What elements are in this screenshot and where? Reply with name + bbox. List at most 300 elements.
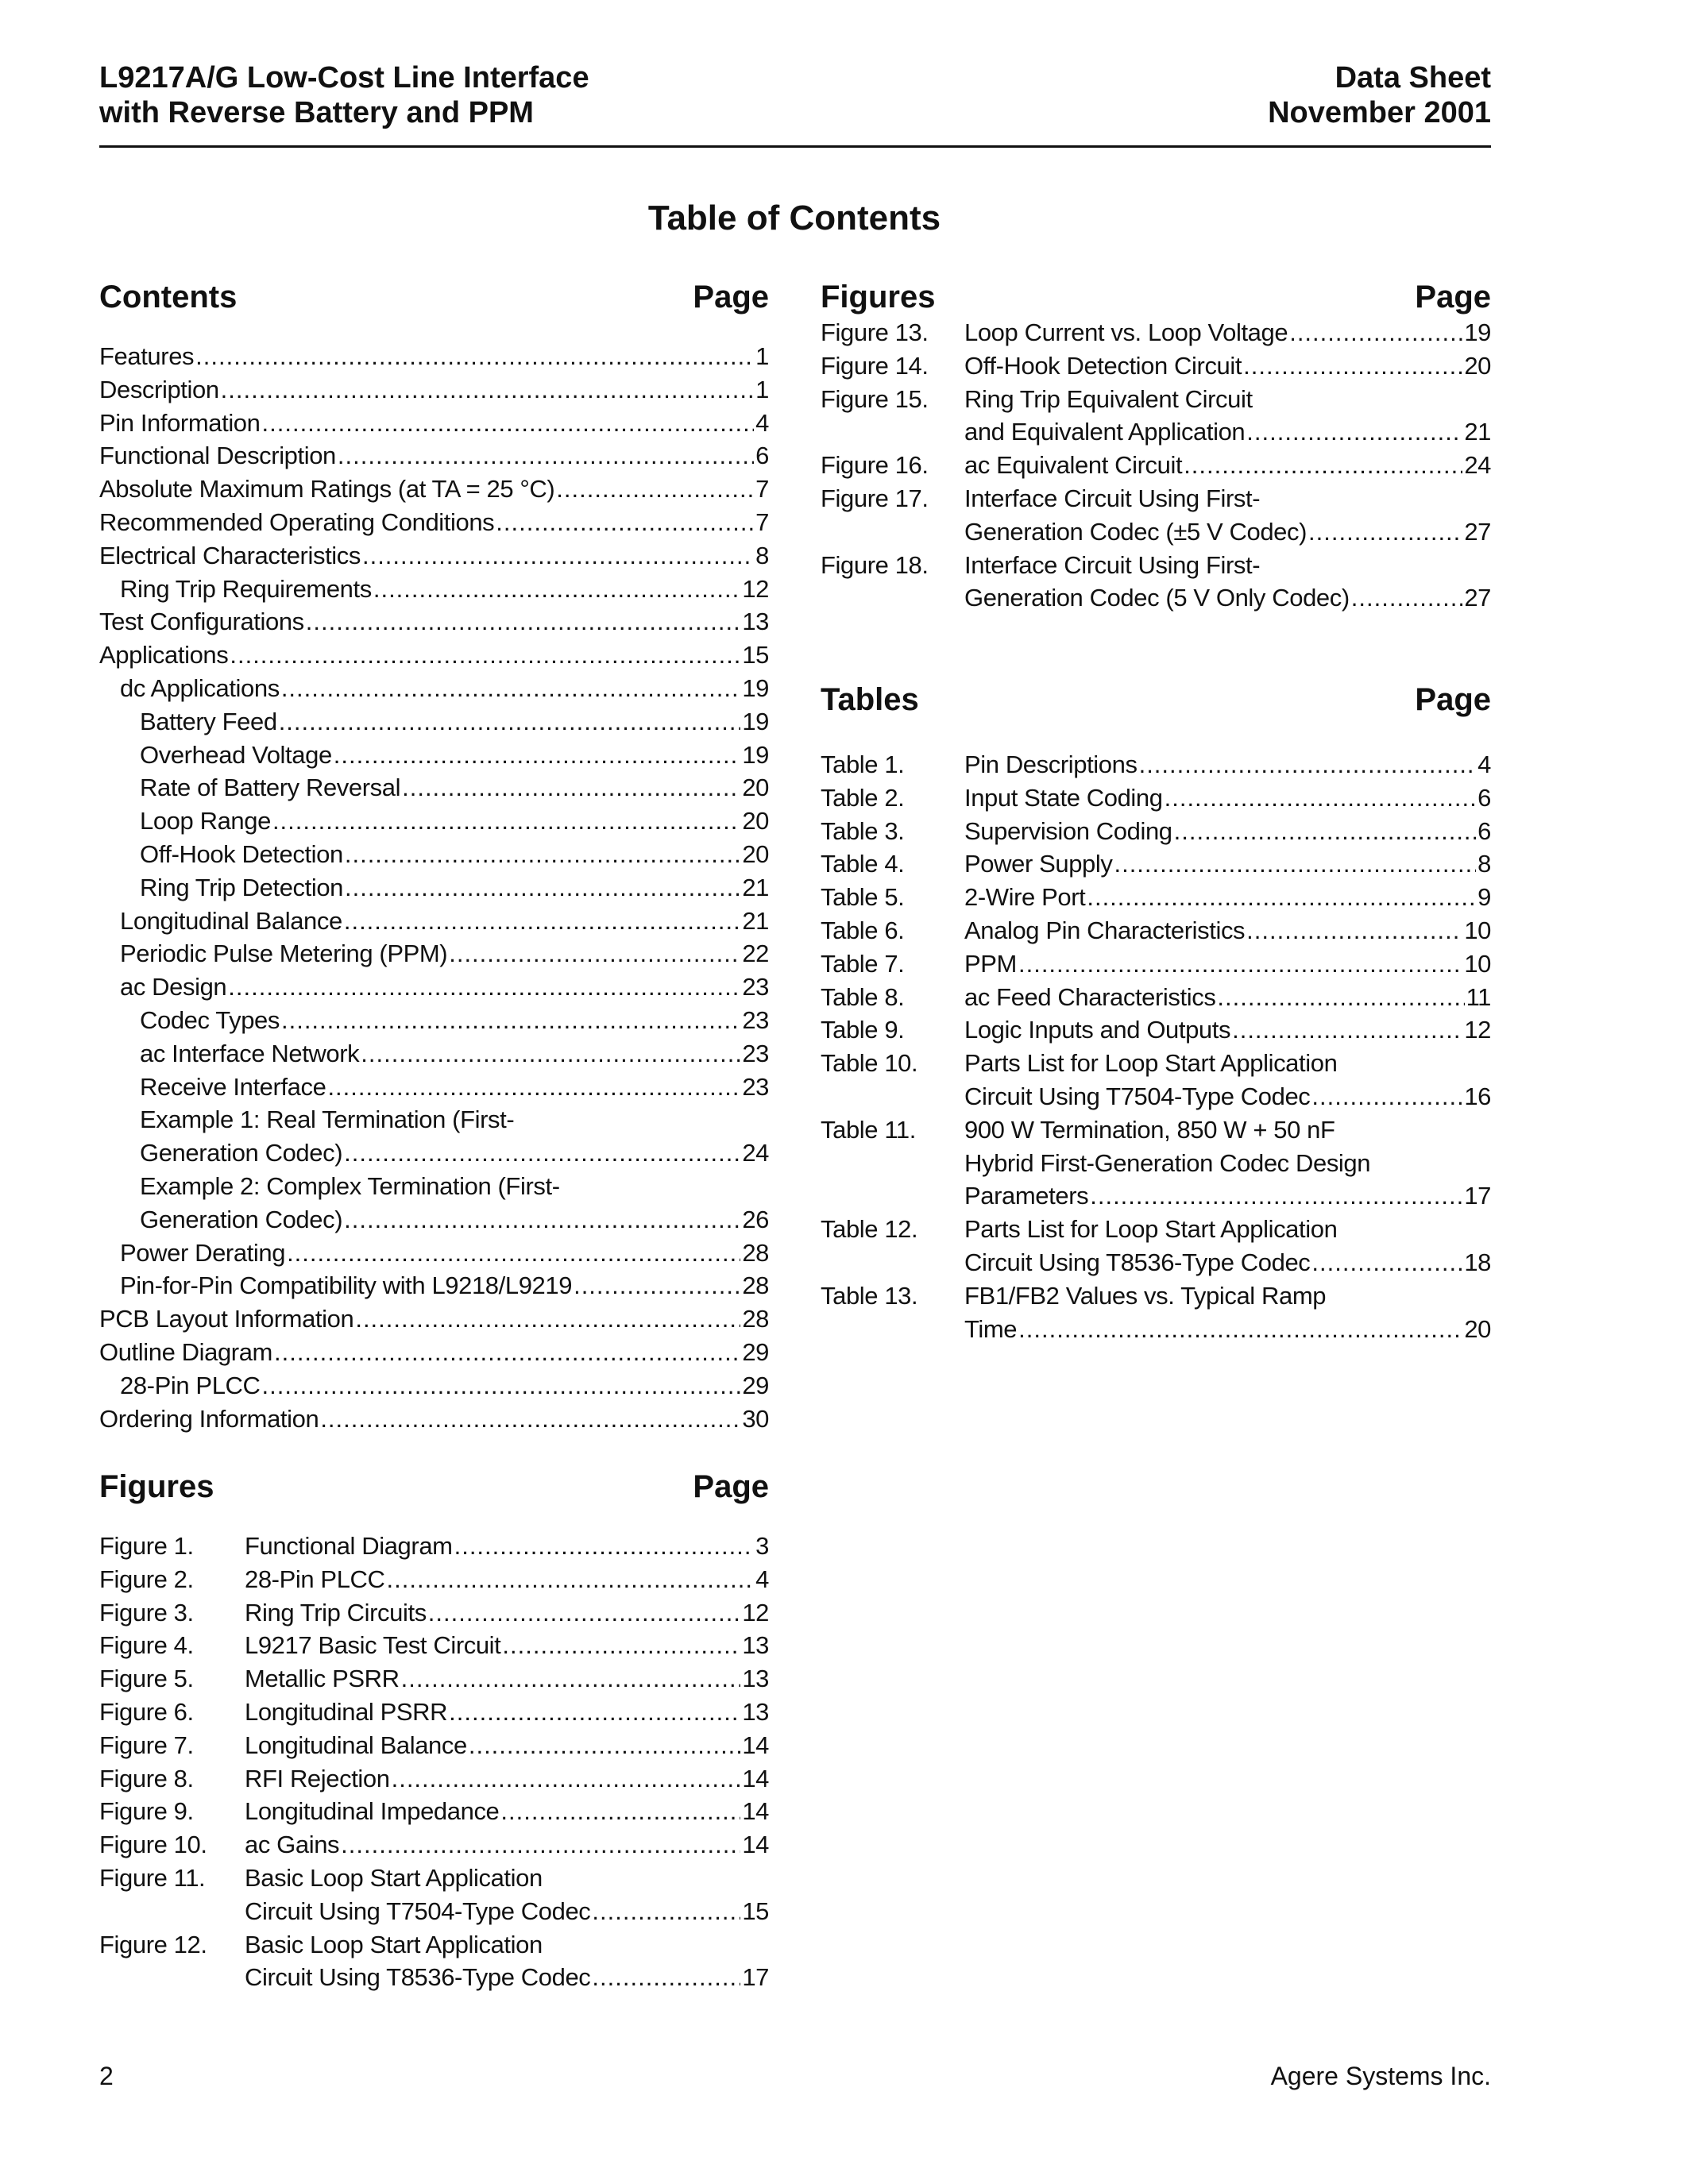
entry-line — [140, 705, 769, 739]
entry-line — [964, 581, 1491, 615]
entry-text: Test Configurations — [99, 608, 304, 636]
table-entry[interactable] — [821, 1113, 1491, 1213]
figure-entry[interactable] — [99, 1928, 769, 1995]
dot-leader — [1174, 815, 1477, 848]
entry-body — [964, 549, 1491, 615]
entry-line — [245, 1795, 769, 1828]
dot-leader — [355, 1302, 740, 1336]
entry-page: 11 — [1466, 982, 1491, 1011]
entry-page: 20 — [742, 774, 769, 802]
entry-label: Table 8. — [821, 982, 905, 1011]
entry-body — [245, 1662, 769, 1696]
dot-leader — [449, 1696, 740, 1729]
entry-label: Table 2. — [821, 783, 905, 812]
entry-line — [964, 1279, 1491, 1313]
entry-body — [964, 1047, 1491, 1113]
entry-page: 8 — [1477, 850, 1491, 878]
toc-entry[interactable] — [99, 771, 769, 805]
table-entry[interactable] — [821, 947, 1491, 981]
figure-entry[interactable] — [821, 549, 1491, 615]
figures-left-section — [99, 1468, 769, 1994]
figures-heading: Figures — [99, 1469, 214, 1504]
entry-text: Example 2: Complex Termination (First- — [140, 1171, 560, 1200]
toc-entry[interactable] — [99, 1336, 769, 1369]
entry-line — [120, 937, 769, 970]
entry-page: 16 — [1464, 1082, 1491, 1110]
entry-text: Parts List for Loop Start Application — [964, 1215, 1338, 1244]
entry-text: Battery Feed — [140, 707, 277, 735]
figure-entry[interactable] — [821, 383, 1491, 450]
toc-entry[interactable] — [99, 1037, 769, 1071]
entry-line — [140, 1103, 769, 1136]
entry-page: 23 — [742, 973, 769, 1001]
entry-body — [964, 1013, 1491, 1047]
entry-line — [99, 506, 769, 539]
entry-body — [964, 383, 1491, 450]
toc-entry[interactable] — [99, 705, 769, 739]
entry-body — [245, 1828, 769, 1862]
entry-text: ac Interface Network — [140, 1039, 360, 1067]
entry-line — [245, 1563, 769, 1596]
title-line-1: L9217A/G Low-Cost Line Interface — [99, 61, 589, 95]
toc-entry[interactable] — [99, 970, 769, 1004]
entry-body — [245, 1862, 769, 1928]
entry-label: Figure 8. — [99, 1764, 194, 1792]
entry-label: Figure 7. — [99, 1731, 194, 1759]
entry-text: Parts List for Loop Start Application — [964, 1049, 1338, 1078]
table-entry[interactable] — [821, 748, 1491, 781]
figure-entry[interactable] — [99, 1862, 769, 1928]
entry-text: Outline Diagram — [99, 1337, 272, 1366]
dot-leader — [281, 672, 741, 705]
toc-entry[interactable] — [99, 1369, 769, 1403]
entry-text: Example 1: Real Termination (First- — [140, 1106, 515, 1134]
dot-leader — [195, 340, 754, 373]
dot-leader — [1351, 581, 1463, 615]
dot-leader — [502, 1629, 740, 1662]
title-line-2: with Reverse Battery and PPM — [99, 96, 534, 129]
entry-page: 19 — [742, 740, 769, 769]
table-entry[interactable] — [821, 847, 1491, 881]
entry-body — [245, 1928, 769, 1995]
entry-page: 28 — [742, 1238, 769, 1267]
entry-line — [140, 805, 769, 838]
doc-type: Data Sheet — [1335, 61, 1491, 95]
page-heading: Page — [1415, 682, 1491, 717]
toc-entry[interactable] — [99, 739, 769, 772]
entry-line — [140, 1203, 769, 1237]
entry-body — [964, 881, 1491, 914]
toc-entry[interactable] — [99, 1403, 769, 1436]
toc-entry[interactable] — [99, 805, 769, 838]
toc-entry[interactable] — [99, 871, 769, 905]
entry-page: 4 — [755, 1565, 769, 1593]
dot-leader — [1090, 1179, 1462, 1213]
entry-text: Loop Current vs. Loop Voltage — [964, 318, 1288, 346]
entry-page: 13 — [742, 608, 769, 636]
figure-entry[interactable] — [821, 482, 1491, 549]
entry-line — [140, 1136, 769, 1170]
tables-list — [821, 748, 1491, 1345]
entry-body — [245, 1795, 769, 1828]
entry-line — [964, 1213, 1491, 1246]
toc-entry[interactable] — [99, 672, 769, 705]
entry-text: Off-Hook Detection — [140, 839, 343, 868]
entry-page: 6 — [1477, 783, 1491, 812]
entry-body — [964, 748, 1491, 781]
entry-page: 19 — [742, 707, 769, 735]
entry-page: 4 — [755, 408, 769, 437]
entry-label: Figure 12. — [99, 1930, 207, 1958]
table-entry[interactable] — [821, 1279, 1491, 1346]
dot-leader — [592, 1961, 740, 1994]
entry-text: Ring Trip Equivalent Circuit — [964, 384, 1253, 413]
entry-text: Logic Inputs and Outputs — [964, 1016, 1231, 1044]
toc-entry[interactable] — [99, 373, 769, 407]
entry-page: 14 — [742, 1831, 769, 1859]
dot-leader — [327, 1071, 740, 1104]
toc-entry[interactable] — [99, 407, 769, 440]
figure-entry[interactable] — [99, 1596, 769, 1630]
entry-page: 29 — [742, 1371, 769, 1399]
entry-body — [964, 981, 1491, 1014]
toc-entry[interactable] — [99, 539, 769, 573]
dot-leader — [402, 771, 740, 805]
entry-body — [245, 1596, 769, 1630]
entry-line — [99, 473, 769, 506]
entry-page: 20 — [1464, 351, 1491, 380]
entry-page: 27 — [1464, 517, 1491, 546]
entry-text: Parameters — [964, 1182, 1089, 1210]
entry-line — [120, 573, 769, 606]
entry-page: 15 — [742, 641, 769, 669]
toc-entry[interactable] — [99, 838, 769, 871]
entry-page: 7 — [755, 507, 769, 536]
entry-page: 13 — [742, 1631, 769, 1660]
entry-label: Figure 1. — [99, 1532, 194, 1560]
figure-entry[interactable] — [99, 1629, 769, 1662]
dot-leader — [1139, 748, 1477, 781]
contents-section — [99, 278, 769, 1435]
entry-text: Circuit Using T8536-Type Codec — [964, 1248, 1311, 1276]
entry-body — [964, 1279, 1491, 1346]
entry-line — [245, 1961, 769, 1994]
header-rule — [99, 145, 1491, 148]
table-entry[interactable] — [821, 1047, 1491, 1113]
figure-entry[interactable] — [821, 449, 1491, 482]
figures-list — [821, 316, 1491, 615]
entry-page: 10 — [1464, 949, 1491, 978]
entry-page: 3 — [755, 1532, 769, 1560]
dot-leader — [500, 1795, 740, 1828]
entry-line — [140, 771, 769, 805]
entry-line — [964, 1246, 1491, 1279]
entry-page: 30 — [742, 1404, 769, 1433]
dot-leader — [1311, 1246, 1462, 1279]
entry-text: Ring Trip Circuits — [245, 1598, 427, 1626]
entry-body — [964, 1113, 1491, 1213]
figure-entry[interactable] — [99, 1795, 769, 1828]
dot-leader — [1184, 449, 1462, 482]
entry-page: 22 — [742, 940, 769, 968]
toc-entry[interactable] — [99, 573, 769, 606]
dot-leader — [262, 1369, 741, 1403]
entry-label: Table 12. — [821, 1215, 918, 1244]
entry-page: 13 — [742, 1665, 769, 1693]
table-entry[interactable] — [821, 1013, 1491, 1047]
table-entry[interactable] — [821, 981, 1491, 1014]
entry-line — [964, 1313, 1491, 1346]
toc-entry[interactable] — [99, 1103, 769, 1170]
figure-entry[interactable] — [99, 1530, 769, 1563]
entry-page: 1 — [755, 375, 769, 403]
entry-body — [245, 1563, 769, 1596]
entry-label: Figure 3. — [99, 1598, 194, 1626]
entry-label: Figure 11. — [99, 1863, 206, 1892]
dot-leader — [556, 473, 754, 506]
entry-label: Table 13. — [821, 1281, 918, 1310]
entry-line — [99, 373, 769, 407]
entry-page: 17 — [1464, 1182, 1491, 1210]
entry-page: 7 — [755, 475, 769, 504]
figures-right-section — [821, 278, 1491, 615]
dot-leader — [1246, 415, 1462, 449]
entry-text: Longitudinal Balance — [120, 906, 342, 935]
entry-label: Table 5. — [821, 883, 905, 912]
table-entry[interactable] — [821, 815, 1491, 848]
entry-text: Applications — [99, 641, 229, 669]
dot-leader — [449, 937, 740, 970]
entry-line — [245, 1828, 769, 1862]
entry-line — [245, 1928, 769, 1962]
entry-line — [120, 905, 769, 938]
page-number: 2 — [99, 2062, 114, 2090]
entry-line — [99, 340, 769, 373]
dot-leader — [306, 605, 741, 639]
entry-label: Figure 15. — [821, 384, 929, 413]
entry-line — [964, 1047, 1491, 1080]
dot-leader — [592, 1895, 740, 1928]
entry-label: Figure 17. — [821, 484, 929, 512]
figure-entry[interactable] — [99, 1563, 769, 1596]
entry-text: Hybrid First-Generation Codec Design — [964, 1148, 1371, 1177]
figure-entry[interactable] — [99, 1662, 769, 1696]
entry-text: FB1/FB2 Values vs. Typical Ramp — [964, 1281, 1327, 1310]
entry-text: Pin Information — [99, 408, 261, 437]
page-title: Table of Contents — [647, 199, 941, 237]
entry-line — [140, 838, 769, 871]
entry-body — [964, 449, 1491, 482]
entry-line — [140, 1170, 769, 1203]
figures-heading: Figures — [821, 280, 936, 314]
dot-leader — [1308, 515, 1462, 549]
toc-entry[interactable] — [99, 506, 769, 539]
toc-entry[interactable] — [99, 340, 769, 373]
entry-line — [120, 970, 769, 1004]
entry-text: ac Feed Characteristics — [964, 982, 1216, 1011]
toc-entry[interactable] — [99, 1269, 769, 1302]
dot-leader — [428, 1596, 741, 1630]
entry-text: Rate of Battery Reversal — [140, 774, 401, 802]
toc-entry[interactable] — [99, 1004, 769, 1037]
entry-text: Recommended Operating Conditions — [99, 507, 495, 536]
entry-line — [99, 1403, 769, 1436]
toc-entry[interactable] — [99, 439, 769, 473]
entry-page: 24 — [1464, 451, 1491, 480]
entry-body — [964, 1213, 1491, 1279]
entry-page: 21 — [1464, 418, 1491, 446]
entry-line — [140, 1037, 769, 1071]
entry-page: 12 — [742, 574, 769, 603]
toc-entry[interactable] — [99, 639, 769, 672]
entry-body — [964, 947, 1491, 981]
entry-body — [964, 847, 1491, 881]
dot-leader — [274, 1336, 740, 1369]
dot-leader — [1289, 316, 1462, 349]
entry-page: 28 — [742, 1271, 769, 1300]
entry-line — [964, 914, 1491, 947]
entry-body — [245, 1530, 769, 1563]
entry-text: Loop Range — [140, 807, 271, 835]
dot-leader — [1246, 914, 1462, 947]
table-entry[interactable] — [821, 1213, 1491, 1279]
entry-line — [964, 1113, 1491, 1147]
entry-line — [964, 748, 1491, 781]
entry-text: Interface Circuit Using First- — [964, 550, 1261, 579]
doc-date: November 2001 — [1268, 96, 1491, 129]
entry-page: 13 — [742, 1697, 769, 1726]
entry-line — [964, 515, 1491, 549]
table-entry[interactable] — [821, 781, 1491, 815]
figure-entry[interactable] — [99, 1696, 769, 1729]
entry-text: and Equivalent Application — [964, 418, 1246, 446]
dot-leader — [361, 1037, 740, 1071]
entry-text: Pin-for-Pin Compatibility with L9218/L9219 — [120, 1271, 573, 1300]
entry-text: Generation Codec) — [140, 1139, 343, 1167]
entry-line — [964, 947, 1491, 981]
entry-text: Description — [99, 375, 219, 403]
entry-line — [245, 1762, 769, 1796]
entry-line — [245, 1696, 769, 1729]
entry-body — [964, 914, 1491, 947]
entry-label: Table 7. — [821, 949, 905, 978]
entry-page: 27 — [1464, 584, 1491, 612]
entry-text: Interface Circuit Using First- — [964, 484, 1261, 512]
entry-line — [245, 1895, 769, 1928]
entry-text: Longitudinal Balance — [245, 1731, 467, 1759]
entry-page: 14 — [742, 1764, 769, 1792]
dot-leader — [287, 1237, 740, 1270]
entry-body — [245, 1696, 769, 1729]
entry-text: Generation Codec (5 V Only Codec) — [964, 584, 1350, 612]
entry-line — [99, 539, 769, 573]
entry-text: RFI Rejection — [245, 1764, 390, 1792]
entry-line — [964, 981, 1491, 1014]
entry-text: PPM — [964, 949, 1017, 978]
entry-label: Table 4. — [821, 850, 905, 878]
entry-body — [964, 815, 1491, 848]
entry-page: 14 — [742, 1797, 769, 1826]
dot-leader — [1217, 981, 1464, 1014]
dot-leader — [262, 407, 755, 440]
table-entry[interactable] — [821, 881, 1491, 914]
entry-line — [964, 415, 1491, 449]
dot-leader — [344, 1136, 740, 1170]
figure-entry[interactable] — [821, 349, 1491, 383]
entry-text: 28-Pin PLCC — [120, 1371, 261, 1399]
company-name: Agere Systems Inc. — [1270, 2062, 1491, 2090]
dot-leader — [1114, 847, 1476, 881]
entry-body — [964, 316, 1491, 349]
entry-line — [140, 1004, 769, 1037]
entry-page: 18 — [1464, 1248, 1491, 1276]
figure-entry[interactable] — [99, 1762, 769, 1796]
toc-entry[interactable] — [99, 1170, 769, 1237]
entry-text: Codec Types — [140, 1005, 280, 1034]
entry-page: 21 — [742, 906, 769, 935]
entry-text: ac Equivalent Circuit — [964, 451, 1183, 480]
toc-entry[interactable] — [99, 1237, 769, 1270]
entry-text: Input State Coding — [964, 783, 1163, 812]
toc-entry[interactable] — [99, 473, 769, 506]
entry-line — [245, 1629, 769, 1662]
entry-page: 20 — [742, 839, 769, 868]
toc-entry[interactable] — [99, 905, 769, 938]
entry-body — [245, 1762, 769, 1796]
figure-entry[interactable] — [99, 1729, 769, 1762]
dot-leader — [341, 1828, 740, 1862]
document-title — [99, 60, 589, 130]
entry-label: Figure 16. — [821, 451, 929, 480]
figures-list — [99, 1530, 769, 1994]
entry-text: Functional Description — [99, 442, 336, 470]
entry-page: 6 — [755, 442, 769, 470]
entry-line — [99, 639, 769, 672]
entry-text: Analog Pin Characteristics — [964, 916, 1246, 944]
dot-leader — [1087, 881, 1476, 914]
toc-entry[interactable] — [99, 1071, 769, 1104]
contents-heading: Contents — [99, 280, 238, 314]
table-entry[interactable] — [821, 914, 1491, 947]
entry-label: Table 11. — [821, 1115, 916, 1144]
entry-line — [964, 349, 1491, 383]
entry-text: Electrical Characteristics — [99, 541, 361, 569]
page-heading: Page — [1415, 280, 1491, 314]
toc-entry[interactable] — [99, 605, 769, 639]
entry-text: Longitudinal PSRR — [245, 1697, 448, 1726]
entry-line — [964, 1179, 1491, 1213]
entry-text: Periodic Pulse Metering (PPM) — [120, 940, 448, 968]
page-heading: Page — [693, 280, 769, 314]
dot-leader — [279, 705, 741, 739]
tables-section — [821, 681, 1491, 1345]
entry-text: Ordering Information — [99, 1404, 319, 1433]
dot-leader — [228, 970, 740, 1004]
entry-line — [964, 549, 1491, 582]
dot-leader — [334, 739, 741, 772]
entry-body — [964, 349, 1491, 383]
entry-label: Figure 13. — [821, 318, 929, 346]
figure-entry[interactable] — [99, 1828, 769, 1862]
entry-line — [120, 672, 769, 705]
entry-line — [99, 407, 769, 440]
toc-entry[interactable] — [99, 937, 769, 970]
entry-text: Generation Codec) — [140, 1205, 343, 1233]
toc-entry[interactable] — [99, 1302, 769, 1336]
figure-entry[interactable] — [821, 316, 1491, 349]
dot-leader — [1232, 1013, 1462, 1047]
entry-label: Figure 18. — [821, 550, 929, 579]
